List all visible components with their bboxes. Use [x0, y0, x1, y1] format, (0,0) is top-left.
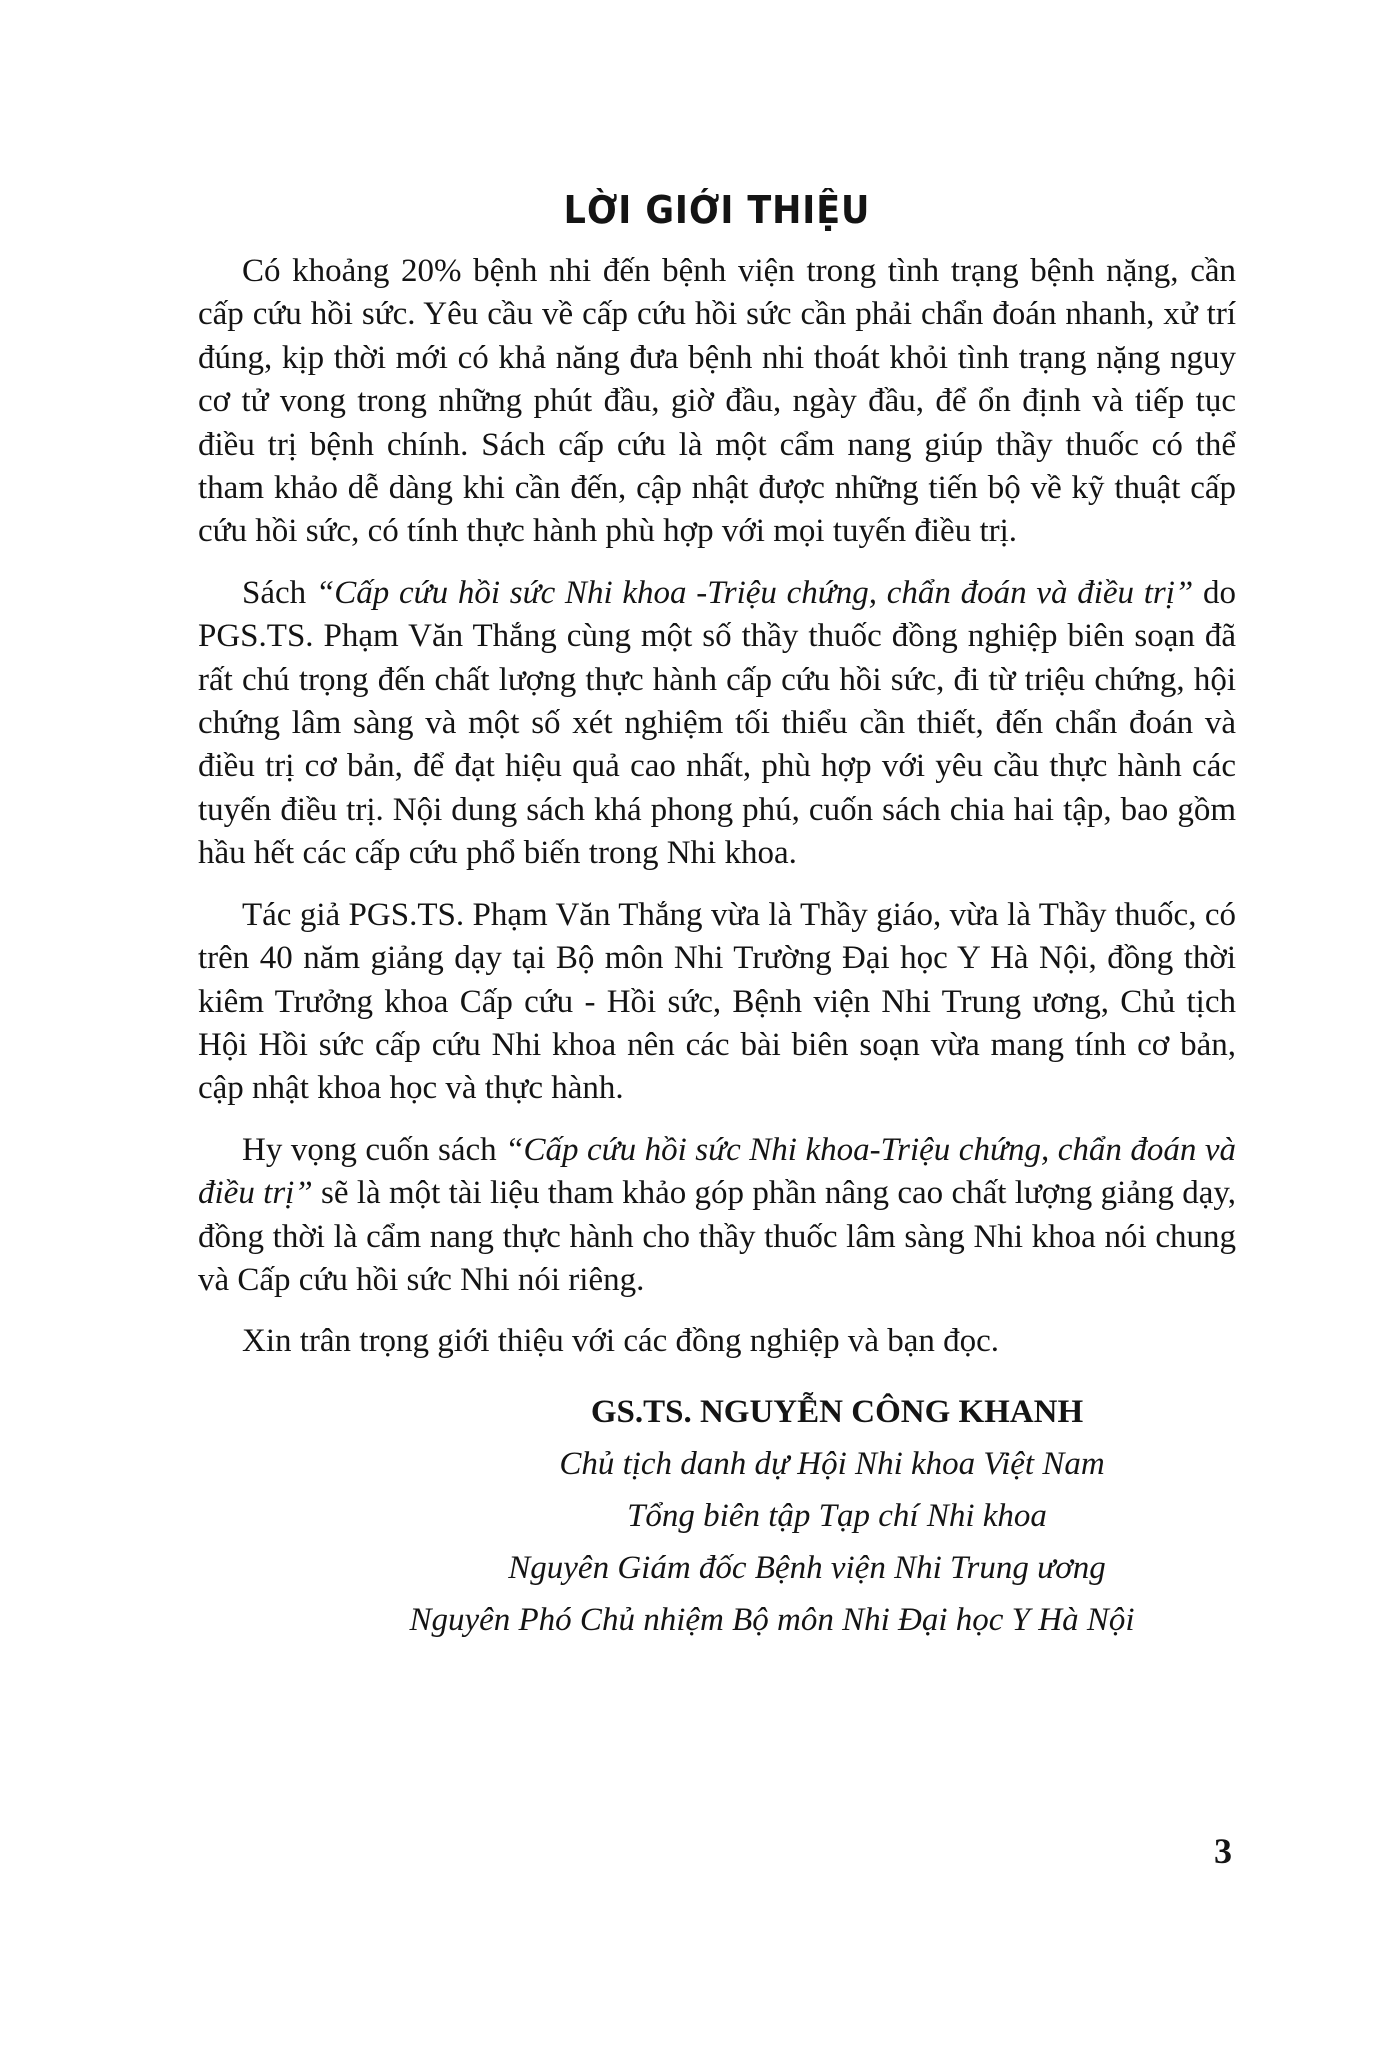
page-content	[198, 180, 1236, 1646]
signatory-role: Chủ tịch danh dự Hội Nhi khoa Việt Nam	[559, 1445, 1105, 1482]
page-title: LỜI GIỚI THIỆU	[563, 188, 871, 232]
paragraph-4-rest: sẽ là một tài liệu tham khảo góp phần nâng cao chất lượng giảng dạy, đồng thời là cẩm nang thực hành cho thầy thuốc lâm sàng Nhi khoa nói chung và Cấp cứu hồi sức Nhi nói riêng.	[198, 1175, 1236, 1298]
signatory-role: Tổng biên tập Tạp chí Nhi khoa	[627, 1497, 1047, 1534]
paragraph-2-rest: do PGS.TS. Phạm Văn Thắng cùng một số thầy thuốc đồng nghiệp biên soạn đã rất chú trọng đến chất lượng thực hành cấp cứu hồi sức, đi từ triệu chứng, hội chứng lâm sàng và một số xét nghiệm tối thiểu cần thiết, đến chẩn đoán và điều trị cơ bản, để đạt hiệu quả cao nhất, phù hợp với yêu cầu thực hành các tuyến điều trị. Nội dung sách khá phong phú, cuốn sách chia hai tập, bao gồm hầu hết các cấp cứu phổ biến trong Nhi khoa.	[198, 574, 1236, 872]
paragraph-5: Xin trân trọng giới thiệu với các đồng nghiệp và bạn đọc.	[242, 1323, 1000, 1360]
signatory-role: Nguyên Phó Chủ nhiệm Bộ môn Nhi Đại học Y Hà Nội	[409, 1601, 1135, 1638]
page-number: 3	[1214, 1831, 1232, 1871]
paragraph-1: Có khoảng 20% bệnh nhi đến bệnh viện trong tình trạng bệnh nặng, cần cấp cứu hồi sức. Yêu cầu về cấp cứu hồi sức cần phải chẩn đoán nhanh, xử trí đúng, kịp thời mới có khả năng đưa bệnh nhi thoát khỏi tình trạng nặng nguy cơ tử vong trong những phút đầu, giờ đầu, ngày đầu, để ổn định và tiếp tục điều trị bệnh chính. Sách cấp cứu là một cẩm nang giúp thầy thuốc có thể tham khảo dễ dàng khi cần đến, cập nhật được những tiến bộ về kỹ thuật cấp cứu hồi sức, có tính thực hành phù hợp với mọi tuyến điều trị.	[198, 253, 1236, 550]
signatory-role: Nguyên Giám đốc Bệnh viện Nhi Trung ương	[508, 1549, 1106, 1586]
paragraph-4-lead: Hy vọng cuốn sách	[242, 1131, 506, 1168]
paragraph-2	[198, 572, 1236, 876]
signature-block	[198, 1386, 1236, 1646]
paragraph-4	[198, 1129, 1236, 1303]
signatory-name: GS.TS. NGUYỄN CÔNG KHANH	[590, 1393, 1084, 1430]
paragraph-3: Tác giả PGS.TS. Phạm Văn Thắng vừa là Thầy giáo, vừa là Thầy thuốc, có trên 40 năm giảng dạy tại Bộ môn Nhi Trường Đại học Y Hà Nội, đồng thời kiêm Trưởng khoa Cấp cứu - Hồi sức, Bệnh viện Nhi Trung ương, Chủ tịch Hội Hồi sức cấp cứu Nhi khoa nên các bài biên soạn vừa mang tính cơ bản, cập nhật khoa học và thực hành.	[198, 896, 1236, 1107]
book-title-italic: “Cấp cứu hồi sức Nhi khoa -Triệu chứng, chẩn đoán và điều trị”	[315, 574, 1194, 611]
book-title-italic: “Cấp cứu hồi sức Nhi khoa-Triệu chứng, chẩn đoán và điều trị”	[198, 1131, 1236, 1212]
paragraph-2-lead: Sách	[242, 574, 316, 611]
